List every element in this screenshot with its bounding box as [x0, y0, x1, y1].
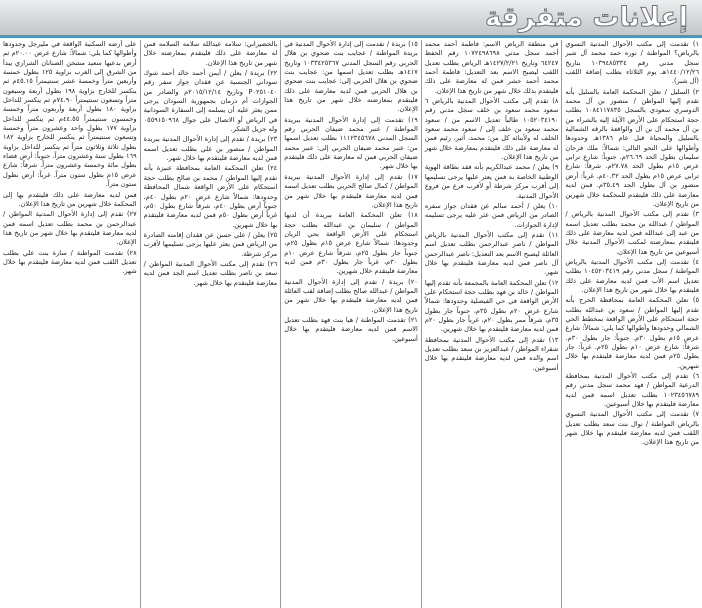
notice-paragraph: ٤) تقدمت إلى مكتب الأحوال المدنية بالرياض المواطنة / سجل مدني رقم ١٠٤٥٢٠٣٤١٩ بطلب تعديل اسم الأب فمن لديه معارضة على ذلك فليتقدم بها خلال شهر من تاريخ هذا الإعلان. [565, 257, 699, 294]
header-divider [0, 35, 702, 38]
notice-paragraph: ١٥) بريدة / تقدمت إلى إدارة الأحوال المدنية في بريدة المواطنة / عجايب بنت ضحوي بن هلال الحربي رقم السجل المدني ١٠٣٣٤٢٥٣٦٧ وتاريخ ١٤١٧هـ بطلب تعديل اسمها من: عجايب بنت ضحوي بن هلال الحربي إلى: عجايب بنت ضحوي بن هلال الحربي فمن لديه معارضة على ذلك فليتقدم بمعارضته خلال شهر من تاريخ هذا الإعلان. [284, 40, 418, 114]
section-title: إعلانات متفرقة [484, 2, 688, 33]
notice-paragraph: ٢٤) تعلن المحكمة العامة بمحافظة عنيزة بأنه تقدم إليها المواطن / محمد بن صالح بطلب حجة استحكام على الأرض الواقعة شمال المحافظة وحدودها: شمالاً شارع عرض ٢٠م بطول ٤٠م، جنوباً أرض بطول ٤٠م، شرقاً شارع بطول ٥٠م، غرباً أرض بطول ٥٠م فمن لديه معارضة فليتقدم بها خلال شهرين. [143, 164, 278, 229]
notice-paragraph: ١) تقدمت إلى مكتب الأحوال المدنية النسوي بالرياض؟ المواطنة / نوره حمد محمد آل شبر سجل مدني رقم ١٠٣٩٤٨٥٣٣٤ بتاريخ ١٤٤٠/١٢/٢٦هـ يوم الثلاثاء بطلب إضافة اللقب (آل شبر). [565, 40, 699, 86]
notice-paragraph: ٢١) تقدمت المواطنة / هيا بنت فهد بطلب تعديل الاسم فمن لديه معارضة فليتقدم بها خلال أسبوعين. [284, 315, 418, 343]
notice-paragraph: بالخضيراني: سلامه عبدالله سلامه السلامه فمن له معارضة على ذلك فليتقدم بمعارضته خلال شهر من تاريخ هذا الإعلان. [143, 40, 278, 67]
notice-paragraph: ٢٣) بريدة / تقدم إلى إدارة الأحوال المدنية ببريدة المواطن / منصور بن علي بطلب تعديل اسمه فمن لديه معارضة فليتقدم بها خلال شهر. [143, 135, 278, 163]
section-header [0, 0, 702, 35]
notice-paragraph: ١٨) تعلن المحكمة العامة ببريدة أن لديها المواطن / سليمان بن عبدالله بطلب حجة استحكام على الأرض الواقعة بحي الريان وحدودها: شمالاً شارع عرض ١٥م بطول ٢٥م، جنوباً جار بطول ٢٥م، شرقاً شارع عرض ١٠م بطول ٣٠م، غرباً جار بطول ٣٠م فمن لديه معارضة فليتقدم خلال شهرين. [284, 211, 418, 276]
notice-paragraph: ٢٦) تقدم إلى مكتب الأحوال المدنية المواطن / سعد بن ناصر بطلب تعديل اسم الجد فمن لديه معارضة فليتقدم بها خلال شهر. [143, 259, 278, 287]
notice-paragraph: ١١) تقدم إلى مكتب الأحوال المدنية بالرياض المواطن / ناصر عبدالرحمن بطلب تعديل اسم العائلة ليصبح الاسم بعد التعديل: ناصر عبدالرحمن آل ناصر فمن لديه معارضة فليتقدم بها خلال شهر. [424, 230, 559, 277]
notice-paragraph: ٢) السليل / تعلن المحكمة العامة بالسليل بأنه تقدم إليها المواطن / منصور بن آل محمد الدوسري سعودي بالسجل ١٠٨٤١١٧٨٣٥ بطلب حجة استحكام على الأرض الآيلة إليه بالشراء من بن آل محمد آل بن آل والواقعة بالرقه الشمالية بالسليل والمحياة قبل عام ١٣٨٦هـ وحدودها وأطوالها على النحو التالي: شمالاً: ملك فرحان سليمان بطول الحد ٢٦.٦٩م. جنوباً: شارع ترابي عرض ١٥م بطول الحد ٢٧.٧٨م. شرقاً: شارع ترابي عرض ١٥م بطول الحد ٤٠.٣٢م. غرباً: أرض منصور بن آل بطول الحد ٣٥.٤٩م. فمن لديه معارضة على ذلك فليتقدم للمحكمة خلال شهرين من تاريخ الإعلان. [565, 87, 700, 208]
notice-paragraph: ٢٧) تقدم إلى إدارة الأحوال المدنية المواطن / عبدالرحمن بن محمد بطلب تعديل اسمه فمن لديه معارضة فليتقدم بها خلال شهر من تاريخ هذا الإعلان. [3, 210, 137, 247]
notice-paragraph: ١٠) يعلن / أحمد سالم عن فقدان جواز سفره الصادر من الرياض فمن عثر عليه يرجى تسليمه لإدارة الجوازات. [424, 201, 559, 229]
notice-paragraph: ٦) تقدم إلى مكتب الأحوال المدنية بمحافظة الدرعية المواطن / فهد محمد سجل مدني رقم ١٠٢٣٤٥٦٧٨٩ بطلب تعديل اسمه فمن لديه معارضة فليتقدم بها خلال أسبوعين. [565, 372, 699, 409]
column-1 [561, 40, 702, 608]
notice-paragraph: ٢٠) بريدة / تقدم إلى إدارة الأحوال المدنية المواطن / عبدالله صالح بطلب إضافة لقب العائلة فمن لديه معارضة فليتقدم بها خلال شهر من تاريخ هذا الإعلان. [284, 277, 418, 314]
notice-paragraph: ٧) تقدمت إلى مكتب الأحوال المدنية النسوي بالرياض المواطنة / نوال بنت سعد بطلب تعديل اللقب فمن لديه معارضة فليتقدم بها خلال شهر من تاريخ هذا الإعلان. [565, 410, 699, 447]
notice-paragraph: ١٢) تعلن المحكمة العامة بالمجمعة بأنه تقدم إليها المواطن / خالد بن فهد بطلب حجة استحكام على الأرض الواقعة في حي الفيصلية وحدودها: شمالاً شارع عرض ٢٠م بطول ٣٥م، جنوباً جار بطول ٣٥م، شرقاً ممر بطول ٢٠م، غرباً جار بطول ٢٠م فمن لديه معارضة فليتقدم بها خلال شهرين. [424, 278, 559, 334]
column-4 [140, 40, 281, 608]
notice-paragraph: ٩) يعلن / محمد عبدالكريم بأنه فقد بطاقة الهوية الوطنية الخاصة به فمن يعثر عليها يرجى تسليمها إلى أقرب مركز شرطة أو لأقرب فرع من فروع الأحوال المدنية. [424, 163, 559, 200]
notice-paragraph: ٣) تقدم إلى مكتب الأحوال المدنية بالرياض / المواطن / عبدالله بن محمد بطلب تعديل اسمه من عبد إلى عبدالله فمن لديه معارضة على ذلك فليتقدم بمعارضته لمكتب الأحوال المدنية خلال أسبوعين من تاريخ هذا الإعلان. [565, 210, 699, 256]
column-5 [0, 40, 140, 608]
notice-paragraph: ٢٥) يعلن / علي حسن عن فقدان إقامته الصادرة من الرياض فمن يعثر عليها يرجى تسليمها لأقرب مركز شرطة. [143, 230, 278, 258]
notice-paragraph: في منطقة الرياض الاسم: فاطمة أحمد محمد أحمد سجل مدني ١٠٧٢٤٩٨٦٩٨ رقم الحفظ ٦٤٢٤٧ وتاريخ ١٤٢٧/٢/٢١هـ الرياض بطلب تعديل اللقب ليصبح الاسم بعد التعديل: فاطمة أحمد محمد أحمد حشر فمن له معارضة على ذلك فليتقدم بذلك خلال شهر من تاريخ هذا الإعلان. [424, 40, 559, 95]
notice-paragraph: فمن لديه معارضة على ذلك فليتقدم بها إلى المحكمة خلال شهرين من تاريخ هذا الإعلان. [3, 190, 137, 208]
notice-paragraph: ١٧) تقدم إلى إدارة الأحوال المدنية ببريدة المواطن / كمال صالح الحربي بطلب تعديل اسمه فمن لديه معارضة فليتقدم بها خلال شهر من تاريخ هذا الإعلان. [284, 172, 418, 209]
classifieds-columns [0, 40, 702, 608]
notice-paragraph: ٢٨) تقدمت المواطنة / سارة بنت علي بطلب تعديل اللقب فمن لديه معارضة فليتقدم بها خلال شهر. [3, 248, 137, 276]
notice-paragraph: ١٣) تقدم إلى مكتب الأحوال المدنية بمحافظة شقراء المواطن / عبدالعزيز بن سعد بطلب تعديل اسم والده فمن لديه معارضة فليتقدم بها خلال أسبوعين. [424, 335, 559, 372]
column-2 [421, 40, 562, 608]
notice-paragraph: ١٩) تقدمت إلى إدارة الأحوال المدنية ببريدة المواطنة / عنبر محمد ضيفان الحربي رقم السجل المدني ١١١٢٣٤٥٦٧٨ بطلب تعديل اسمها من: عنبر محمد ضيفان الحربي إلى: عنبر محمد ضيفان الحربي فمن له معارضة على ذلك فليتقدم بها خلال شهر. [284, 115, 418, 171]
column-3 [280, 40, 421, 608]
notice-paragraph: ٨) تقدم إلى مكتب الأحوال المدنية بالرياض ٦ سعود محمد سعود بن خلف سجل مدني رقم ١٠٥٢٠٣٤١٩٠ طالباً تعديل الاسم من / سعود محمد سعود بن خلف إلى / سعود محمد سعود الخلف له ولأبنائه كل من: محمد، أثير، رئيم فمن له معارضة على ذلك فليتقدم بمعارضة خلال شهر من تاريخ هذا الإعلان. [424, 97, 559, 162]
notice-paragraph: ٥) تعلن المحكمة العامة بمحافظة الخرج بأنه تقدم إليها المواطن / سعود بن عبدالله بطلب حجة استحكام على الأرض الواقعة بمخطط الحي الشمالي وحدودها وأطوالها كما يلي: شمالاً: شارع عرض ١٥م بطول ٣٠م. جنوباً: جار بطول ٣٠م. شرقاً: شارع عرض ١٠م بطول ٢٥م. غرباً: جار بطول ٢٥م فمن لديه معارضة فليتقدم بها خلال شهرين. [565, 296, 700, 370]
notice-paragraph: على أرضه السكنية الواقعة في مليرجل وحدودها وأطوالها كما يلي: شمالاً: شارع عرض ٢٠.٠٠م ثم أرض بدعيها سعيد مشحن الصنانان الشراري يبدأ من الشرق إلى الغرب بزاوية ١٢٥ بطول خمسة وأربعين متراً وخمسة عشر سنتيمتراً ٤٥.١٥م ثم ينكسر للخارج بزاوية ١٩٨ بطول أربعة وسبعون متراً وتسعون سنتيمتراً ٧٤.٩٠م ثم ينكسر للداخل بزاوية ١٨٠ بطول أربعة وأربعون متراً وخمسة وخمسون سنتيمتراً ٤٤.٥٥م ثم ينكسر للداخل بزاوية ١٧٧ بطول واحد وعشرون متراً وخمسة وتسعون سنتيمتراً ثم ينكسر للخارج بزاوية ١٨٢ بطول ثلاثة وثلاثون متراً ثم ينكسر للداخل بزاوية ١٦٩ بطول ستة وعشرون متراً. جنوباً: أرض فضاء بطول مائة وخمسة وعشرون متراً. شرقاً: شارع عرض ١٥م بطول ستون متراً. غرباً: أرض بطول ستون متراً. [3, 40, 137, 189]
notice-paragraph: ٢٢) بريدة / يعلن / أيمن أحمد خالد أحمد شوك سوداني الجنسية عن فقدان جواز سفر رقم P٠٢٥١٠٤٠ وتاريخ ٢٠١٥/١٢/١٤م والصادر من الجوازات أم درمان بجمهورية السودان يرجى ممن يعثر عليه أن يسلمه إلى السفارة السودانية في الرياض أو الاتصال على جوال ٠٥٥٩١٥٠٩٦٨ وله جزيل الشكر. [143, 69, 278, 134]
